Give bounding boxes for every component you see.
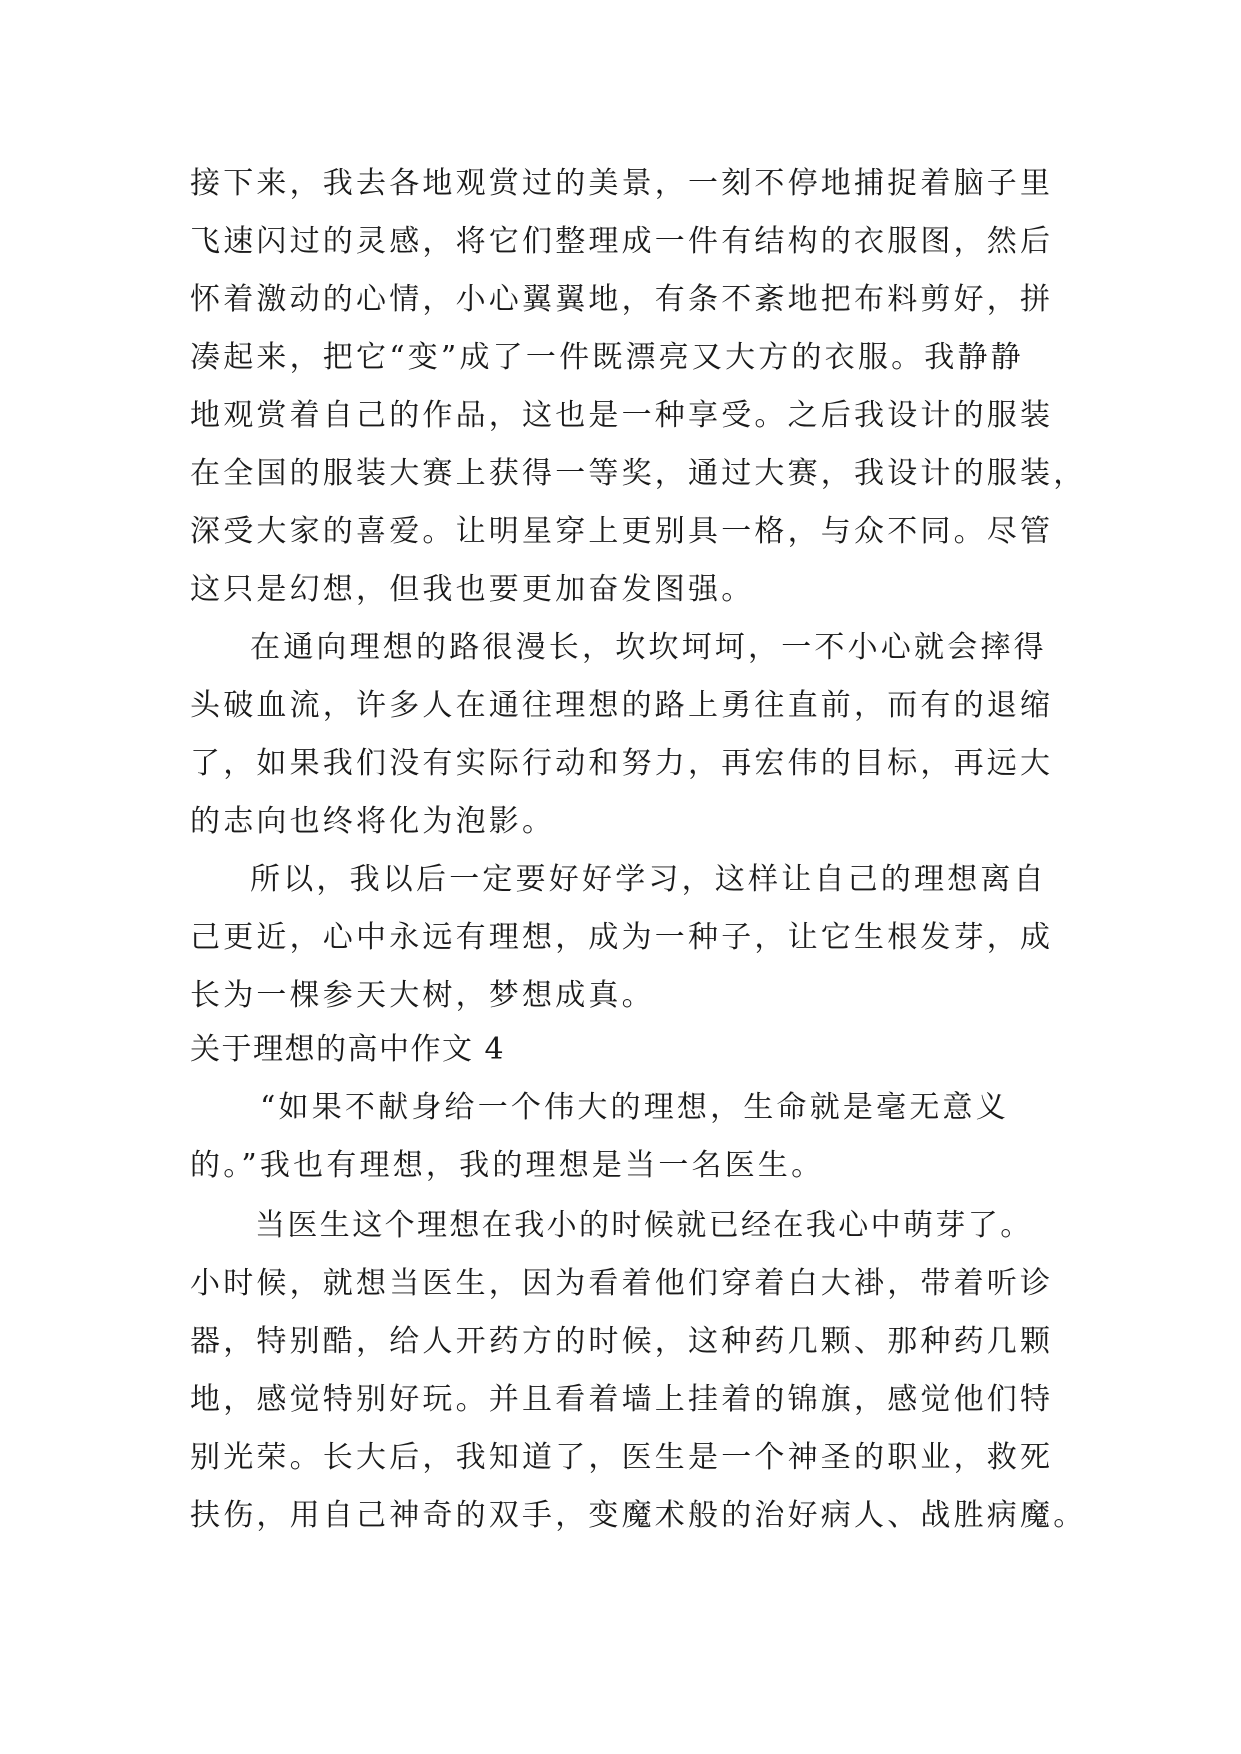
paragraph-first-line: 在通向理想的路很漫长，坎坎坷坷，一不小心就会摔得 [250, 630, 1047, 665]
text-line: 这只是幻想，但我也要更加奋发图强。 [190, 572, 755, 607]
text-line: 器，特别酷，给人开药方的时候，这种药几颗、那种药几颗 [190, 1324, 1054, 1359]
text-line: 己更近，心中永远有理想，成为一种子，让它生根发芽，成 [190, 920, 1054, 955]
text-line: 了，如果我们没有实际行动和努力，再宏伟的目标，再远大 [190, 746, 1054, 781]
text-line: 在全国的服装大赛上获得一等奖，通过大赛，我设计的服装， [190, 456, 1087, 491]
text-line: 地观赏着自己的作品，这也是一种享受。之后我设计的服装 [190, 398, 1054, 433]
text-line: 扶伤，用自己神奇的双手，变魔术般的治好病人、战胜病魔。 [190, 1498, 1087, 1533]
section-title: 关于理想的高中作文 4 [190, 1032, 506, 1067]
text-line: 地，感觉特别好玩。并且看着墙上挂着的锦旗，感觉他们特 [190, 1382, 1054, 1417]
paragraph-first-line: 当医生这个理想在我小的时候就已经在我心中萌芽了。 [255, 1208, 1033, 1243]
text-line: 的志向也终将化为泡影。 [190, 804, 556, 839]
text-line: 凑起来，把它“变”成了一件既漂亮又大方的衣服。我静静 [190, 340, 1024, 375]
text-line: 的。”我也有理想，我的理想是当一名医生。 [190, 1148, 825, 1183]
text-line: 飞速闪过的灵感，将它们整理成一件有结构的衣服图，然后 [190, 224, 1054, 259]
text-line: 深受大家的喜爱。让明星穿上更别具一格，与众不同。尽管 [190, 514, 1054, 549]
text-line: 小时候，就想当医生，因为看着他们穿着白大褂，带着听诊 [190, 1266, 1054, 1301]
paragraph-first-line: “如果不献身给一个伟大的理想，生命就是毫无意义 [260, 1090, 1009, 1125]
text-line: 接下来，我去各地观赏过的美景，一刻不停地捕捉着脑子里 [190, 166, 1054, 201]
text-line: 别光荣。长大后，我知道了，医生是一个神圣的职业，救死 [190, 1440, 1054, 1475]
text-line: 怀着激动的心情，小心翼翼地，有条不紊地把布料剪好，拼 [190, 282, 1054, 317]
text-line: 头破血流，许多人在通往理想的路上勇往直前，而有的退缩 [190, 688, 1054, 723]
text-line: 长为一棵参天大树，梦想成真。 [190, 978, 655, 1013]
paragraph-first-line: 所以，我以后一定要好好学习，这样让自己的理想离自 [250, 862, 1047, 897]
